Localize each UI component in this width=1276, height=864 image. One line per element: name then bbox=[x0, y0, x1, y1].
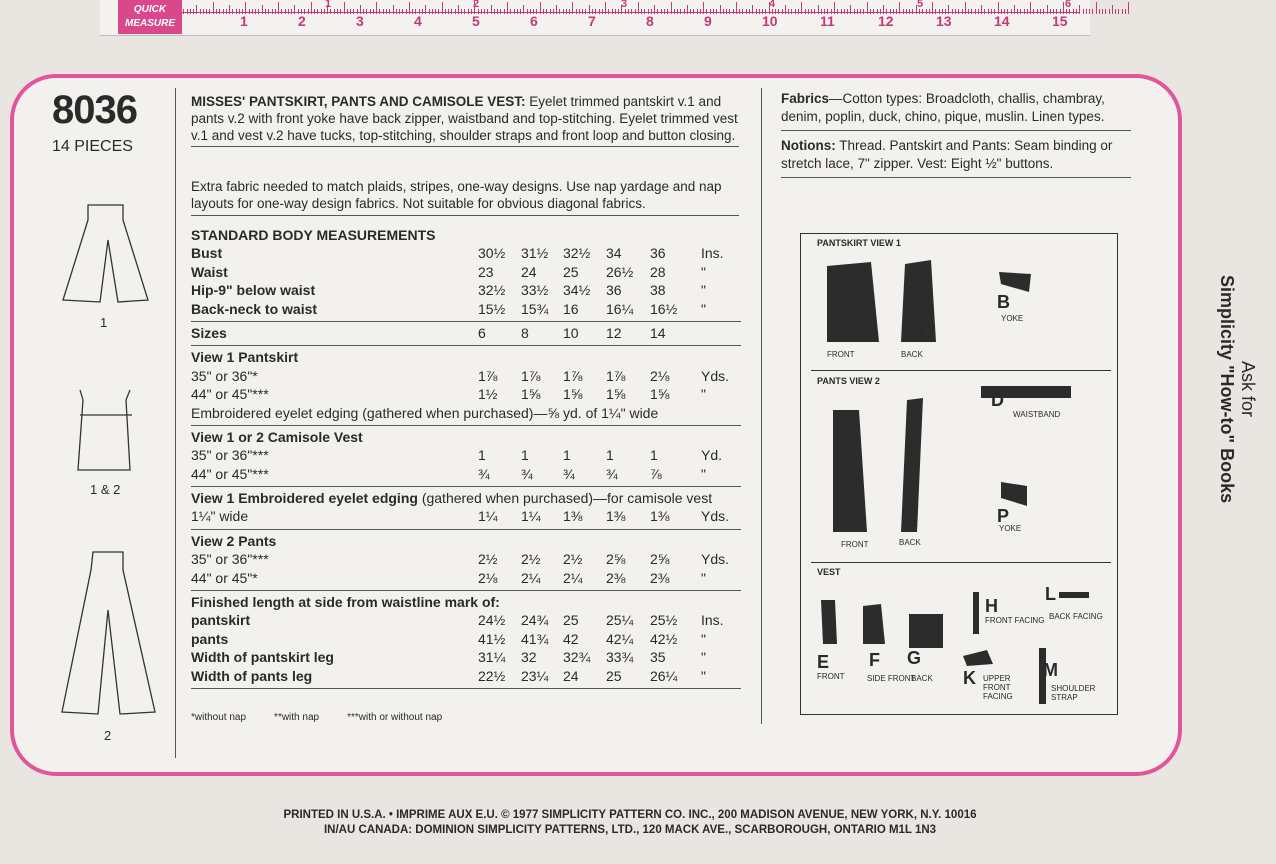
size-value: 1⅞ bbox=[606, 367, 626, 384]
ruler-inch-label: 3 bbox=[621, 0, 628, 10]
ruler-inch-label: 5 bbox=[917, 0, 924, 10]
size-value: 1¼ bbox=[521, 508, 541, 525]
piece-name: WAISTBAND bbox=[1013, 410, 1061, 419]
size-value: 26¼ bbox=[650, 667, 678, 684]
size-value: 1 bbox=[478, 447, 486, 464]
size-value: 26½ bbox=[606, 263, 634, 280]
size-value: 2½ bbox=[521, 551, 541, 568]
size-value: 15¾ bbox=[521, 300, 549, 317]
size-value: 2¼ bbox=[521, 569, 541, 586]
size-value: 15½ bbox=[478, 300, 506, 317]
size-value: 1⅝ bbox=[521, 386, 541, 403]
ruler-cm-label: 12 bbox=[878, 13, 894, 29]
size-value: 1 bbox=[650, 447, 658, 464]
piece-letter: B bbox=[997, 292, 1010, 312]
footer-line: PRINTED IN U.S.A. • IMPRIME AUX E.U. © 1977 SIMPLICITY PATTERN CO. INC., 200 MADISON AVENUE, NEW YORK, N.Y. 10016 bbox=[283, 809, 977, 821]
unit: Yd. bbox=[701, 447, 723, 464]
size-value: 31¼ bbox=[478, 649, 506, 666]
row-label: View 2 Pants bbox=[191, 532, 277, 549]
piece-name: FRONT bbox=[841, 540, 869, 549]
size-value: 32 bbox=[521, 649, 537, 666]
row-label: 1¼" wide bbox=[191, 508, 249, 525]
row-label: View 1 Embroidered eyelet edging bbox=[191, 490, 418, 507]
vest-sketch bbox=[78, 390, 132, 470]
table-row bbox=[191, 281, 741, 299]
size-value: 1¼ bbox=[478, 508, 498, 525]
size-value: 6 bbox=[478, 324, 486, 341]
piece-letter: E bbox=[817, 652, 830, 672]
size-value: 10 bbox=[563, 324, 579, 341]
description-text: Eyelet trimmed pantskirt v.1 and pants v.2 with front yoke have back zipper, waistband and top-stitching. Eyelet trimmed vest v.1 and vest v.2 have tucks, top-stitching, shoulder straps and front loop and button closing. bbox=[191, 94, 738, 143]
size-value: 32½ bbox=[563, 245, 591, 262]
table-section bbox=[191, 487, 741, 530]
size-value: 2¼ bbox=[563, 569, 583, 586]
fabrics-notions bbox=[781, 90, 1131, 178]
row-label: Width of pants leg bbox=[191, 667, 313, 684]
size-value: 8 bbox=[521, 324, 529, 341]
piece-letter: H bbox=[985, 596, 998, 616]
row-label: View 1 or 2 Camisole Vest bbox=[191, 428, 363, 445]
size-value: 33¾ bbox=[606, 649, 634, 666]
pantskirt-sketch bbox=[63, 205, 148, 302]
table-row bbox=[191, 507, 741, 525]
piece-letter: M bbox=[1043, 660, 1058, 680]
piece-name: SIDE FRONT bbox=[867, 674, 916, 683]
fabrics-text: —Cotton types: Broadcloth, challis, chambray, denim, poplin, duck, chino, pique, muslin. Linen types. bbox=[781, 91, 1105, 124]
piece-name: SHOULDER STRAP bbox=[1051, 684, 1096, 702]
table-row bbox=[191, 630, 741, 648]
promo-line: Ask for bbox=[1238, 361, 1258, 418]
size-value: ⅞ bbox=[650, 465, 662, 482]
piece-letter: D bbox=[991, 390, 1004, 410]
ruler-cm-label: 9 bbox=[704, 13, 712, 29]
piece-letter: K bbox=[963, 668, 976, 688]
unit: " bbox=[701, 263, 706, 280]
table-row bbox=[191, 648, 741, 666]
footnotes bbox=[191, 712, 442, 723]
size-value: 24 bbox=[521, 263, 537, 280]
piece-letter: R bbox=[905, 510, 918, 530]
ruler-cm-label: 13 bbox=[936, 13, 952, 29]
size-value: 2½ bbox=[563, 551, 583, 568]
row-label: Hip-9" below waist bbox=[191, 282, 316, 299]
divider bbox=[175, 88, 176, 758]
ruler-cm-label: 3 bbox=[356, 13, 364, 29]
size-value: 22½ bbox=[478, 667, 506, 684]
footnote: ***with or without nap bbox=[347, 712, 443, 723]
unit: " bbox=[701, 300, 706, 317]
size-value: ¾ bbox=[563, 465, 575, 482]
quick-measure-badge bbox=[118, 0, 182, 34]
table-section bbox=[191, 224, 741, 322]
ruler-cm-label: 5 bbox=[472, 13, 480, 29]
table-section bbox=[191, 530, 741, 591]
size-value: ¾ bbox=[521, 465, 533, 482]
size-value: 33½ bbox=[521, 282, 549, 299]
table-row bbox=[191, 263, 741, 281]
row-label: 35" or 36"* bbox=[191, 367, 258, 384]
table-row bbox=[191, 465, 741, 483]
table-row bbox=[191, 667, 741, 685]
size-value: 2⅜ bbox=[606, 569, 626, 586]
piece-letter: C bbox=[919, 322, 932, 342]
size-value: 16½ bbox=[650, 300, 678, 317]
pattern-number: 8036 bbox=[52, 88, 137, 132]
unit: " bbox=[701, 649, 706, 666]
row-label: Back-neck to waist bbox=[191, 300, 318, 317]
size-value: 1⅜ bbox=[563, 508, 583, 525]
table-row bbox=[191, 532, 741, 550]
footnote: **with nap bbox=[274, 712, 320, 723]
piece-letter: A bbox=[847, 322, 860, 342]
size-value: 30½ bbox=[478, 245, 506, 262]
size-value: 36 bbox=[650, 245, 666, 262]
size-value: 2⅝ bbox=[650, 551, 670, 568]
table-row bbox=[191, 404, 741, 422]
size-value: 1⅝ bbox=[563, 386, 583, 403]
size-value: 2⅛ bbox=[650, 367, 670, 384]
size-value: ¾ bbox=[606, 465, 618, 482]
unit: " bbox=[701, 386, 706, 403]
table-row bbox=[191, 348, 741, 366]
size-value: 31½ bbox=[521, 245, 549, 262]
row-label: 35" or 36"*** bbox=[191, 551, 269, 568]
row-label: 44" or 45"*** bbox=[191, 386, 269, 403]
unit: " bbox=[701, 667, 706, 684]
description-title: MISSES' PANTSKIRT, PANTS AND CAMISOLE VEST: bbox=[191, 94, 526, 109]
piece-name: FRONT FACING bbox=[985, 616, 1045, 625]
notions-text: Thread. Pantskirt and Pants: Seam binding or stretch lace, 7" zipper. Vest: Eight ½" buttons. bbox=[781, 138, 1113, 171]
view-sketches bbox=[58, 200, 158, 760]
piece-name: YOKE bbox=[999, 524, 1022, 533]
divider bbox=[761, 88, 762, 724]
ruler-cm-label: 6 bbox=[530, 13, 538, 29]
ruler-cm-label: 7 bbox=[588, 13, 596, 29]
size-value: 24¾ bbox=[521, 612, 549, 629]
piece-letter: N bbox=[849, 512, 862, 532]
measuring-ruler bbox=[100, 0, 1090, 36]
size-value: 41½ bbox=[478, 630, 506, 647]
size-value: 1 bbox=[606, 447, 614, 464]
piece-letter: P bbox=[997, 506, 1010, 526]
size-value: 1⅜ bbox=[650, 508, 670, 525]
piece-name: BACK bbox=[901, 350, 923, 359]
size-value: ¾ bbox=[478, 465, 490, 482]
view-label: 1 & 2 bbox=[90, 482, 121, 497]
row-note: (gathered when purchased)—for camisole vest bbox=[417, 490, 713, 507]
table-section bbox=[191, 322, 741, 346]
unit: Yds. bbox=[701, 551, 730, 568]
ruler-cm-label: 4 bbox=[414, 13, 422, 29]
size-value: 12 bbox=[606, 324, 622, 341]
row-label: Sizes bbox=[191, 324, 227, 341]
size-value: 1⅜ bbox=[606, 508, 626, 525]
size-value: 25½ bbox=[650, 612, 678, 629]
piece-name: BACK bbox=[899, 538, 921, 547]
table-row bbox=[191, 489, 741, 507]
size-value: 2½ bbox=[478, 551, 498, 568]
ruler-inch-label: 4 bbox=[769, 0, 776, 10]
size-value: 25 bbox=[563, 263, 579, 280]
size-value: 23 bbox=[478, 263, 494, 280]
table-row bbox=[191, 593, 741, 611]
ruler-inch-label: 6 bbox=[1065, 0, 1072, 10]
size-value: 16¼ bbox=[606, 300, 634, 317]
diagram-section-title: PANTS VIEW 2 bbox=[817, 376, 880, 386]
badge-line: QUICK bbox=[133, 4, 167, 15]
row-label: Bust bbox=[191, 245, 223, 262]
view-label: 1 bbox=[100, 315, 108, 330]
unit: Ins. bbox=[701, 245, 724, 262]
unit: Ins. bbox=[701, 612, 724, 629]
piece-shapes bbox=[801, 234, 1119, 716]
row-label: Embroidered eyelet edging (gathered when purchased)—⅝ yd. of 1¼" wide bbox=[191, 404, 659, 421]
table-section bbox=[191, 346, 741, 426]
unit: " bbox=[701, 569, 706, 586]
unit: Yds. bbox=[701, 508, 730, 525]
row-label: View 1 Pantskirt bbox=[191, 349, 299, 366]
diagram-section-title: PANTSKIRT VIEW 1 bbox=[817, 238, 901, 248]
table-row bbox=[191, 226, 741, 244]
fabric-note: Extra fabric needed to match plaids, stripes, one-way designs. Use nap yardage and nap layouts for one-way design fabrics. Not suitable for obvious diagonal fabrics. bbox=[191, 178, 739, 216]
piece-name: FRONT bbox=[827, 350, 855, 359]
row-label: Waist bbox=[191, 263, 228, 280]
size-value: 1½ bbox=[478, 386, 498, 403]
row-label: Finished length at side from waistline mark of: bbox=[191, 594, 500, 611]
row-label: 44" or 45"* bbox=[191, 569, 258, 586]
table-row bbox=[191, 244, 741, 262]
promo-line: Simplicity "How-to" Books bbox=[1217, 275, 1237, 504]
row-label: 44" or 45"*** bbox=[191, 465, 269, 482]
size-value: 36 bbox=[606, 282, 622, 299]
size-value: 25 bbox=[563, 612, 579, 629]
table-row bbox=[191, 385, 741, 403]
size-value: 1⅞ bbox=[478, 367, 498, 384]
size-value: 16 bbox=[563, 300, 579, 317]
ruler-cm-label: 15 bbox=[1052, 13, 1068, 29]
pattern-pieces-diagram bbox=[800, 233, 1118, 715]
pattern-description bbox=[191, 93, 739, 147]
ruler-inch-label: 1 bbox=[325, 0, 332, 10]
ruler-cm-label: 1 bbox=[240, 13, 248, 29]
piece-letter: G bbox=[907, 648, 922, 668]
size-value: 35 bbox=[650, 649, 666, 666]
row-label: 35" or 36"*** bbox=[191, 447, 269, 464]
size-value: 32¾ bbox=[563, 649, 591, 666]
size-value: 23¼ bbox=[521, 667, 549, 684]
piece-name: BACK FACING bbox=[1049, 612, 1103, 621]
view-label: 2 bbox=[104, 728, 112, 743]
piece-letter: L bbox=[1045, 584, 1056, 604]
row-label: Width of pantskirt leg bbox=[191, 649, 334, 666]
size-value: 34½ bbox=[563, 282, 591, 299]
size-value: 42 bbox=[563, 630, 579, 647]
notions-label: Notions: bbox=[781, 138, 836, 153]
size-value: 1⅞ bbox=[521, 367, 541, 384]
unit: " bbox=[701, 282, 706, 299]
fabrics-label: Fabrics bbox=[781, 91, 830, 106]
footnote: *without nap bbox=[191, 712, 247, 723]
size-value: 32½ bbox=[478, 282, 506, 299]
piece-name: BACK bbox=[911, 674, 933, 683]
unit: " bbox=[701, 465, 706, 482]
how-to-books-promo bbox=[1216, 275, 1258, 503]
size-value: 1⅝ bbox=[650, 386, 670, 403]
piece-letter: F bbox=[869, 650, 880, 670]
size-value: 25 bbox=[606, 667, 622, 684]
ruler-inch-label: 2 bbox=[473, 0, 480, 10]
ruler-cm-label: 10 bbox=[762, 13, 778, 29]
piece-name: YOKE bbox=[1001, 314, 1024, 323]
table-row bbox=[191, 446, 741, 464]
table-section bbox=[191, 591, 741, 689]
ruler-cm-label: 14 bbox=[994, 13, 1010, 29]
size-value: 1⅞ bbox=[563, 367, 583, 384]
size-value: 1⅝ bbox=[606, 386, 626, 403]
copyright-footer bbox=[100, 808, 1160, 838]
badge-line: MEASURE bbox=[124, 18, 175, 29]
size-value: 42¼ bbox=[606, 630, 634, 647]
size-value: 14 bbox=[650, 324, 666, 341]
size-value: 41¾ bbox=[521, 630, 549, 647]
size-value: 2⅛ bbox=[478, 569, 498, 586]
row-label: pants bbox=[191, 630, 229, 647]
size-value: 34 bbox=[606, 245, 622, 262]
table-row bbox=[191, 367, 741, 385]
piece-name: UPPER FRONT FACING bbox=[983, 674, 1013, 701]
size-value: 2⅜ bbox=[650, 569, 670, 586]
table-row bbox=[191, 611, 741, 629]
table-row bbox=[191, 324, 741, 342]
size-value: 42½ bbox=[650, 630, 678, 647]
unit: Yds. bbox=[701, 367, 730, 384]
row-label: pantskirt bbox=[191, 612, 251, 629]
size-value: 1 bbox=[563, 447, 571, 464]
footer-line: IN/AU CANADA: DOMINION SIMPLICITY PATTERNS, LTD., 120 MACK AVE., SCARBOROUGH, ONTARIO M1L 1N3 bbox=[323, 824, 937, 836]
size-value: 24½ bbox=[478, 612, 506, 629]
size-value: 24 bbox=[563, 667, 579, 684]
piece-name: FRONT bbox=[817, 672, 845, 681]
row-label: STANDARD BODY MEASUREMENTS bbox=[191, 227, 436, 243]
diagram-section-title: VEST bbox=[817, 567, 841, 577]
size-value: 1 bbox=[521, 447, 529, 464]
table-section bbox=[191, 426, 741, 487]
ruler-cm-label: 2 bbox=[298, 13, 306, 29]
table-row bbox=[191, 550, 741, 568]
size-value: 2⅝ bbox=[606, 551, 626, 568]
unit: " bbox=[701, 630, 706, 647]
size-value: 38 bbox=[650, 282, 666, 299]
ruler-cm-label: 11 bbox=[820, 13, 835, 29]
piece-count: 14 PIECES bbox=[52, 138, 133, 155]
ruler-cm-label: 8 bbox=[646, 13, 654, 29]
pants-sketch bbox=[62, 552, 155, 714]
size-value: 25¼ bbox=[606, 612, 634, 629]
table-row bbox=[191, 569, 741, 587]
measurement-table bbox=[191, 224, 741, 689]
table-row bbox=[191, 300, 741, 318]
size-value: 28 bbox=[650, 263, 666, 280]
table-row bbox=[191, 428, 741, 446]
